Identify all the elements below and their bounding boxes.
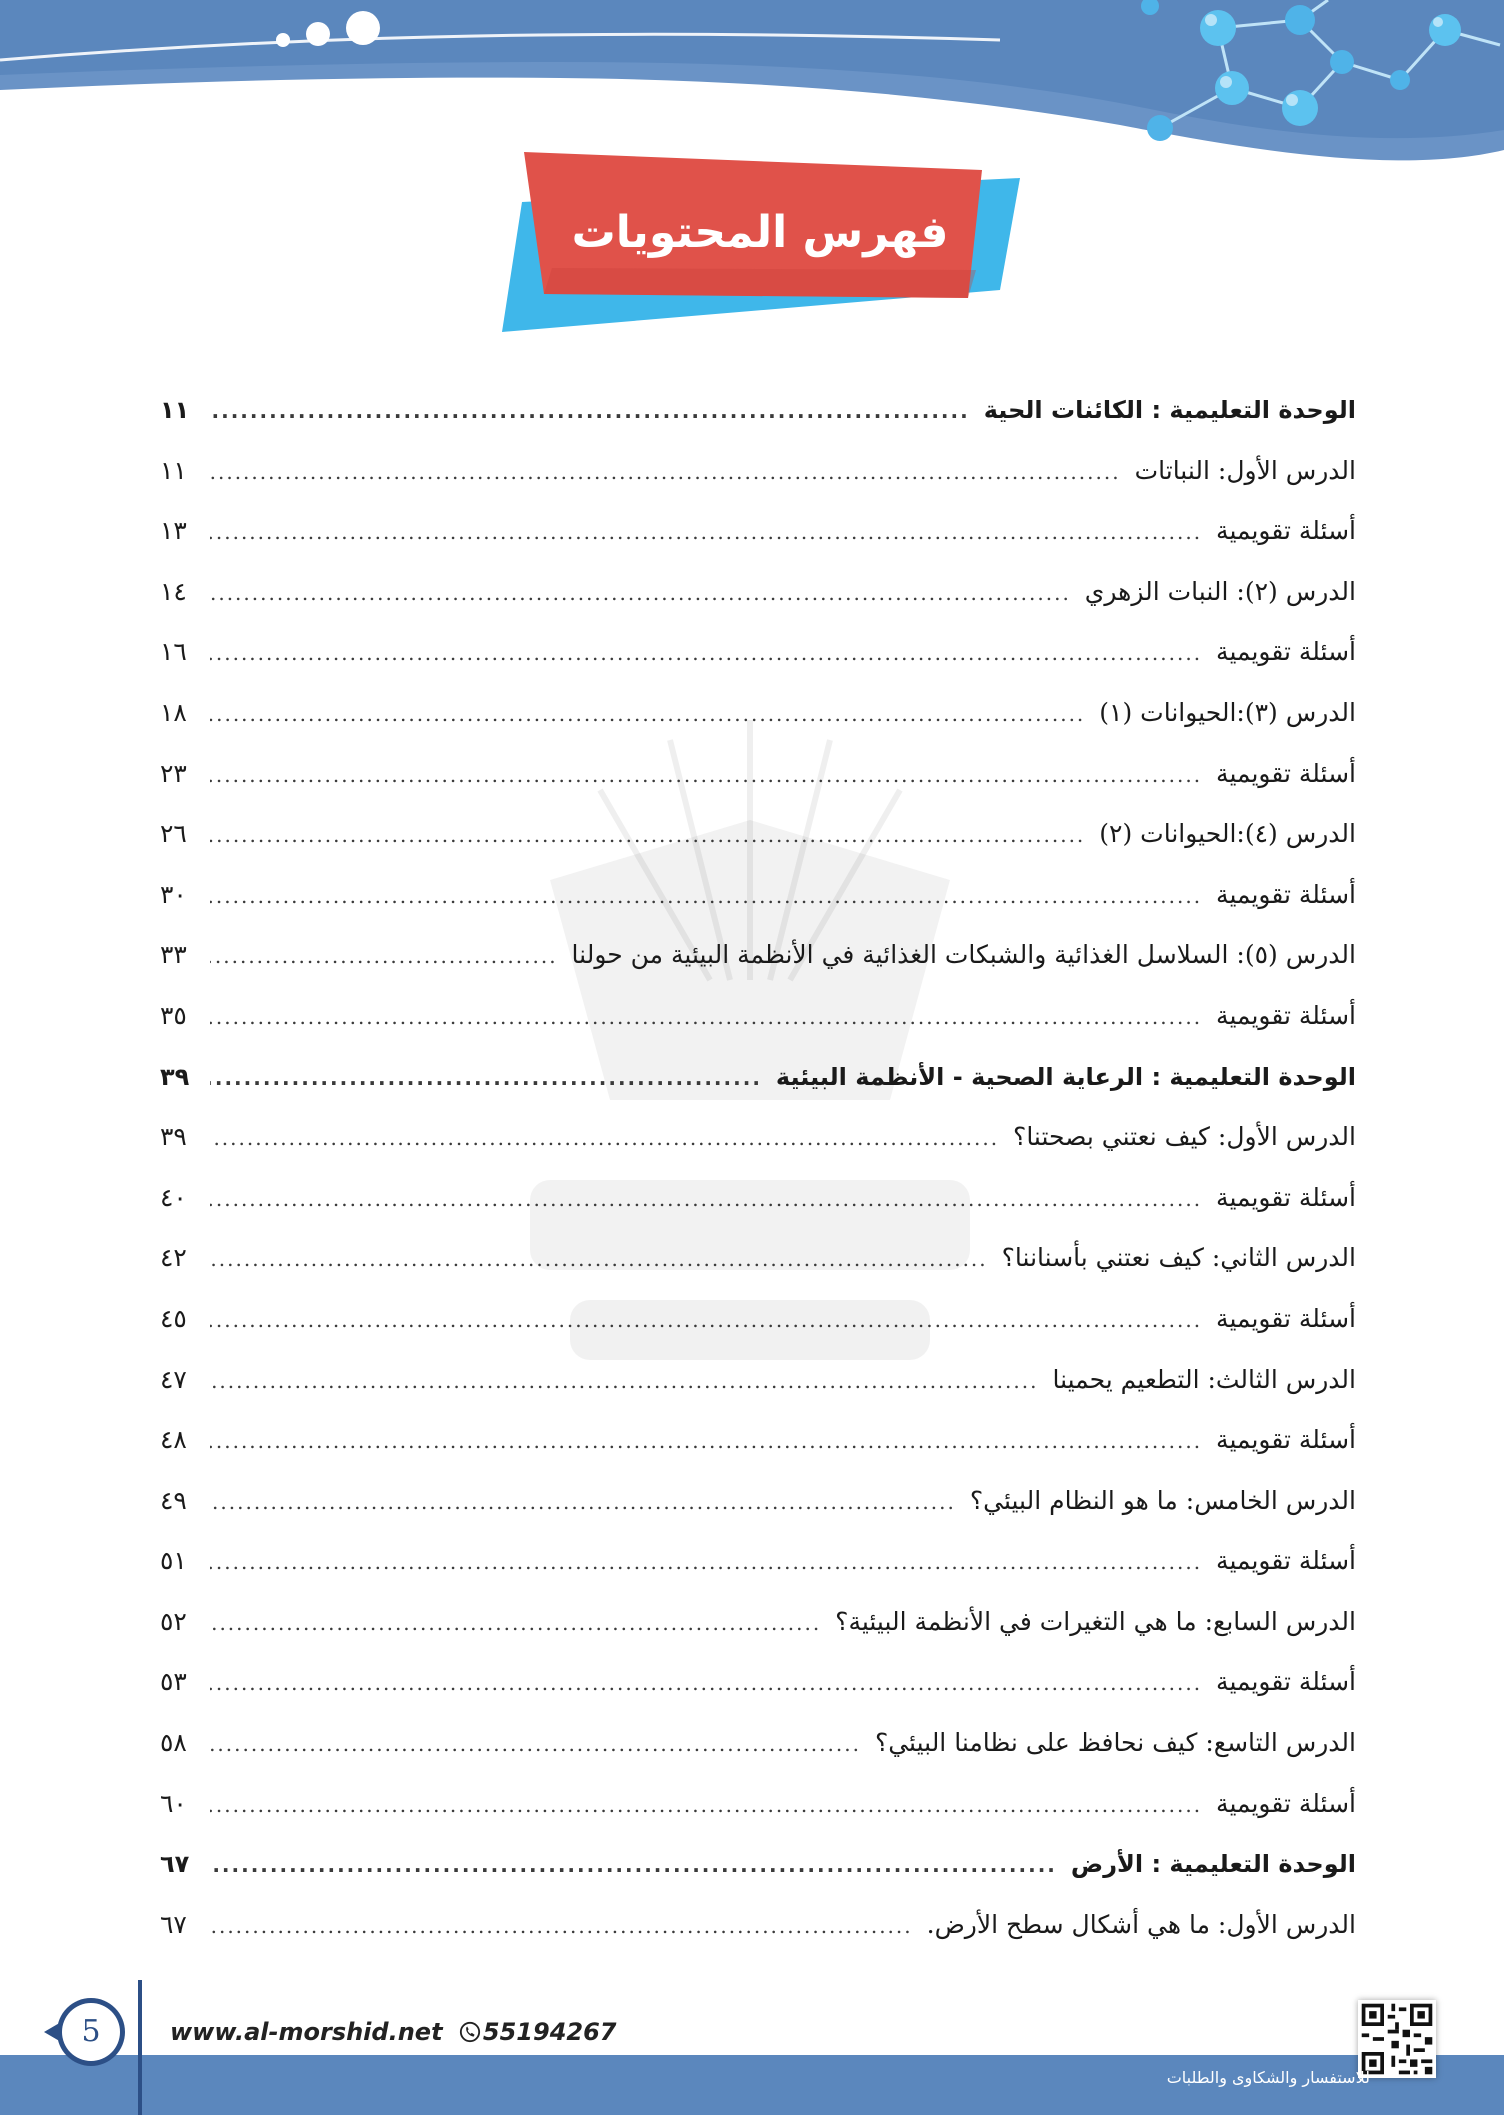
header-banner [0, 0, 1504, 170]
table-of-contents [160, 380, 1356, 1955]
page-title: فهرس المحتويات [571, 206, 949, 258]
dot-leader [210, 1835, 1057, 1895]
toc-page-number: ١٣ [160, 516, 187, 546]
toc-entry-title: أسئلة تقويمية [1216, 1425, 1356, 1455]
toc-row[interactable] [160, 683, 1356, 744]
toc-page-number: ٥١ [160, 1546, 187, 1576]
toc-page-number: ٤٥ [160, 1303, 187, 1333]
toc-entry-title: الدرس الخامس: ما هو النظام البيئي؟ [969, 1485, 1356, 1515]
dot-leader [210, 381, 970, 441]
toc-page-number: ٣٣ [160, 940, 187, 970]
toc-page-number: ٤٠ [160, 1182, 187, 1212]
dot-leader [210, 502, 1202, 562]
dot-leader [210, 745, 1202, 805]
toc-row[interactable] [160, 1713, 1356, 1774]
toc-page-number: ٤٢ [160, 1243, 187, 1273]
toc-row[interactable] [160, 1410, 1356, 1471]
toc-page-number: ٦٧ [160, 1850, 190, 1879]
toc-row[interactable] [160, 622, 1356, 683]
dot-leader [210, 926, 558, 986]
toc-page-number: ١١ [160, 396, 190, 424]
dot-leader [210, 1229, 988, 1289]
toc-unit-row[interactable] [160, 1047, 1356, 1108]
toc-entry-title: الدرس الثالث: التطعيم يحمينا [1052, 1364, 1356, 1394]
footer-note: للاستفسار والشكاوى والطلبات [1166, 2068, 1370, 2087]
toc-page-number: ١٨ [160, 697, 187, 727]
toc-entry-title: أسئلة تقويمية [1216, 1667, 1356, 1697]
dot-leader [210, 623, 1202, 683]
toc-row[interactable] [160, 986, 1356, 1047]
toc-entry-title: أسئلة تقويمية [1216, 1000, 1356, 1030]
dot-leader [210, 563, 1071, 623]
dot-leader [210, 1048, 762, 1108]
dot-leader [210, 1290, 1202, 1350]
toc-entry-title: أسئلة تقويمية [1216, 1303, 1356, 1333]
toc-entry-title: أسئلة تقويمية [1216, 1546, 1356, 1576]
dot-leader [210, 1896, 913, 1956]
dot-leader [210, 1775, 1202, 1835]
toc-page-number: ١٦ [160, 637, 187, 667]
toc-page-number: ٥٢ [160, 1606, 187, 1636]
toc-row[interactable] [160, 1531, 1356, 1592]
toc-page-number: ٦٠ [160, 1788, 187, 1818]
toc-entry-title: الدرس (٣):الحيوانات (١) [1099, 697, 1356, 727]
dot-leader [210, 1351, 1038, 1411]
toc-row[interactable] [160, 1168, 1356, 1229]
toc-row[interactable] [160, 1471, 1356, 1532]
toc-page-number: ٣٥ [160, 1000, 187, 1030]
toc-unit-row[interactable] [160, 380, 1356, 441]
toc-row[interactable] [160, 441, 1356, 502]
toc-row[interactable] [160, 1350, 1356, 1411]
toc-row[interactable] [160, 1592, 1356, 1653]
dot-leader [210, 1472, 956, 1532]
dot-leader [210, 1169, 1202, 1229]
phone-number: 55194267 [482, 2018, 617, 2046]
toc-row[interactable] [160, 501, 1356, 562]
footer-contact [170, 2018, 617, 2048]
toc-row[interactable] [160, 1107, 1356, 1168]
toc-entry-title: الدرس (٥): السلاسل الغذائية والشبكات الغذائية في الأنظمة البيئية من حولنا [571, 940, 1356, 970]
toc-row[interactable] [160, 1774, 1356, 1835]
dot-leader [210, 684, 1085, 744]
toc-entry-title: الدرس (٤):الحيوانات (٢) [1099, 819, 1356, 849]
dot-leader [210, 1532, 1202, 1592]
toc-page-number: ٤٧ [160, 1364, 187, 1394]
toc-page-number: ١١ [160, 455, 187, 485]
toc-entry-title: الدرس التاسع: كيف نحافظ على نظامنا البيئي؟ [874, 1728, 1356, 1758]
toc-entry-title: أسئلة تقويمية [1216, 516, 1356, 546]
toc-entry-title: الوحدة التعليمية : الرعاية الصحية - الأنظمة البيئية [775, 1062, 1356, 1091]
toc-row[interactable] [160, 925, 1356, 986]
dot-leader [210, 1411, 1202, 1471]
toc-entry-title: أسئلة تقويمية [1216, 1788, 1356, 1818]
toc-page-number: ٥٨ [160, 1728, 187, 1758]
dot-leader [210, 1653, 1202, 1713]
toc-row[interactable] [160, 562, 1356, 623]
toc-page-number: ٣٠ [160, 879, 187, 909]
phone-icon [459, 2021, 481, 2043]
toc-entry-title: أسئلة تقويمية [1216, 758, 1356, 788]
toc-page-number: ٢٣ [160, 758, 187, 788]
dot-leader [210, 1714, 861, 1774]
toc-entry-title: الدرس (٢): النبات الزهري [1084, 576, 1356, 606]
toc-row[interactable] [160, 744, 1356, 805]
dot-leader [210, 805, 1085, 865]
toc-row[interactable] [160, 865, 1356, 926]
dot-leader [210, 987, 1202, 1047]
toc-entry-title: الدرس الأول: كيف نعتني بصحتنا؟ [1013, 1122, 1356, 1152]
dot-leader [210, 1593, 821, 1653]
toc-page-number: ١٤ [160, 576, 187, 606]
toc-row[interactable] [160, 1228, 1356, 1289]
toc-entry-title: الدرس السابع: ما هي التغيرات في الأنظمة البيئية؟ [835, 1606, 1356, 1636]
dot-leader [210, 866, 1202, 926]
toc-entry-title: الدرس الأول: ما هي أشكال سطح الأرض. [926, 1909, 1356, 1939]
toc-page-number: ٤٨ [160, 1425, 187, 1455]
toc-entry-title: أسئلة تقويمية [1216, 879, 1356, 909]
toc-row[interactable] [160, 804, 1356, 865]
website-link[interactable]: www.al-morshid.net [170, 2018, 443, 2046]
toc-page-number: ٣٩ [160, 1122, 187, 1152]
toc-entry-title: أسئلة تقويمية [1216, 1182, 1356, 1212]
dot-leader [210, 1108, 999, 1168]
title-banner [500, 148, 1030, 348]
toc-page-number: ٤٩ [160, 1485, 187, 1515]
toc-page-number: ٣٩ [160, 1062, 190, 1091]
page-number: 5 [81, 2013, 101, 2049]
toc-entry-title: الوحدة التعليمية : الأرض [1070, 1850, 1356, 1879]
toc-page-number: ٦٧ [160, 1909, 187, 1939]
toc-entry-title: أسئلة تقويمية [1216, 637, 1356, 667]
toc-row[interactable] [160, 1289, 1356, 1350]
toc-row[interactable] [160, 1652, 1356, 1713]
toc-entry-title: الدرس الثاني: كيف نعتني بأسناننا؟ [1001, 1243, 1356, 1273]
toc-entry-title: الوحدة التعليمية : الكائنات الحية [983, 396, 1356, 424]
dot-leader [210, 442, 1121, 502]
toc-entry-title: الدرس الأول: النباتات [1134, 455, 1356, 485]
toc-page-number: ٥٣ [160, 1667, 187, 1697]
toc-page-number: ٢٦ [160, 819, 187, 849]
toc-row[interactable] [160, 1895, 1356, 1956]
toc-unit-row[interactable] [160, 1834, 1356, 1895]
